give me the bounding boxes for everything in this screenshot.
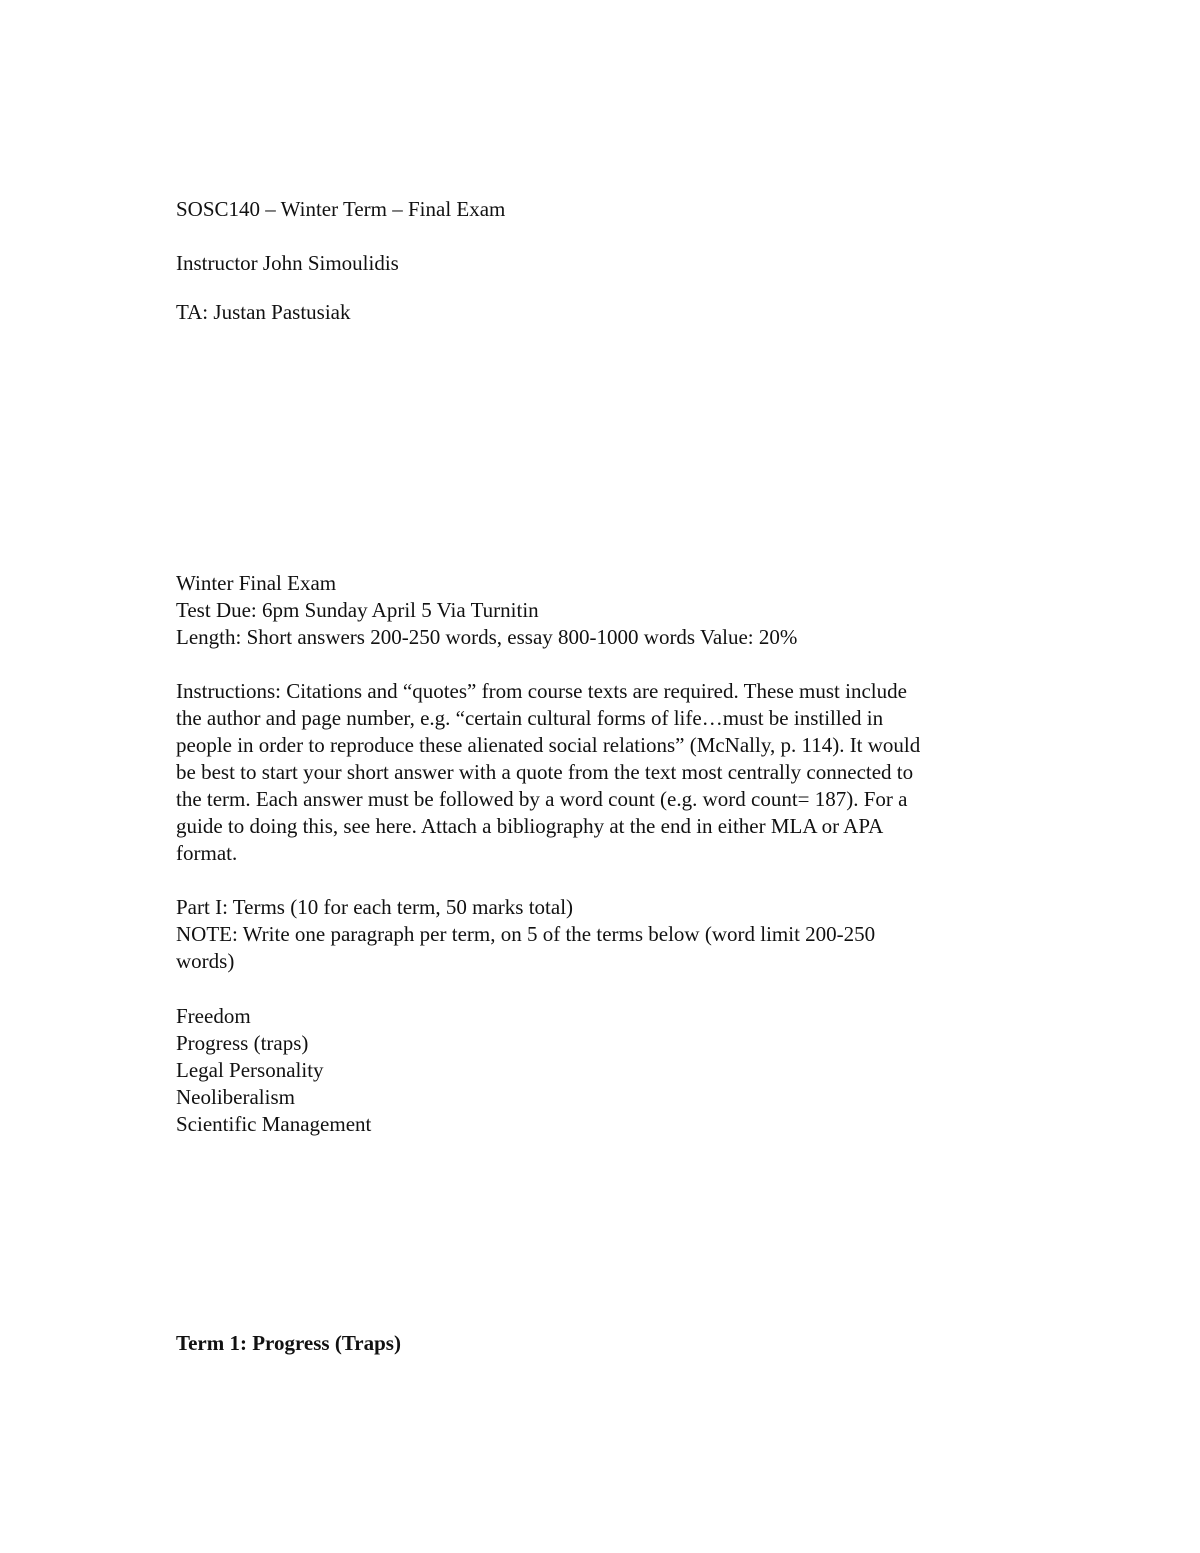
instructions-line: people in order to reproduce these alienated social relations” (McNally, p. 114). It would	[176, 733, 921, 757]
exam-info	[176, 570, 1026, 651]
list-item: Progress (traps)	[176, 1031, 309, 1055]
part1-note: NOTE: Write one paragraph per term, on 5 of the terms below (word limit 200-250	[176, 922, 876, 946]
due-line: Test Due: 6pm Sunday April 5 Via Turnitin	[176, 598, 539, 622]
instructor-line: Instructor John Simoulidis	[176, 251, 399, 275]
exam-title: Winter Final Exam	[176, 571, 337, 595]
ta-line: TA: Justan Pastusiak	[176, 300, 351, 324]
instructions-line: be best to start your short answer with a quote from the text most centrally connected to	[176, 760, 914, 784]
length-line: Length: Short answers 200-250 words, essay 800-1000 words Value: 20%	[176, 625, 798, 649]
list-item: Freedom	[176, 1004, 251, 1028]
list-item: Neoliberalism	[176, 1085, 295, 1109]
part1-section	[176, 894, 1026, 975]
instructions-line: guide to doing this, see here. Attach a bibliography at the end in either MLA or APA	[176, 814, 884, 838]
term1-heading: Term 1: Progress (Traps)	[176, 1331, 401, 1355]
instructions-line: format.	[176, 841, 238, 865]
terms-list	[176, 1003, 1026, 1138]
instructions-paragraph	[176, 678, 1026, 867]
list-item: Scientific Management	[176, 1112, 372, 1136]
instructions-line: the term. Each answer must be followed by a word count (e.g. word count= 187). For a	[176, 787, 908, 811]
instructions-line: Instructions: Citations and “quotes” from course texts are required. These must include	[176, 679, 907, 703]
list-item: Legal Personality	[176, 1058, 324, 1082]
course-title: SOSC140 – Winter Term – Final Exam	[176, 197, 506, 221]
instructions-line: the author and page number, e.g. “certain cultural forms of life…must be instilled in	[176, 706, 884, 730]
part1-note-continued: words)	[176, 949, 235, 973]
part1-heading: Part I: Terms (10 for each term, 50 marks total)	[176, 895, 574, 919]
